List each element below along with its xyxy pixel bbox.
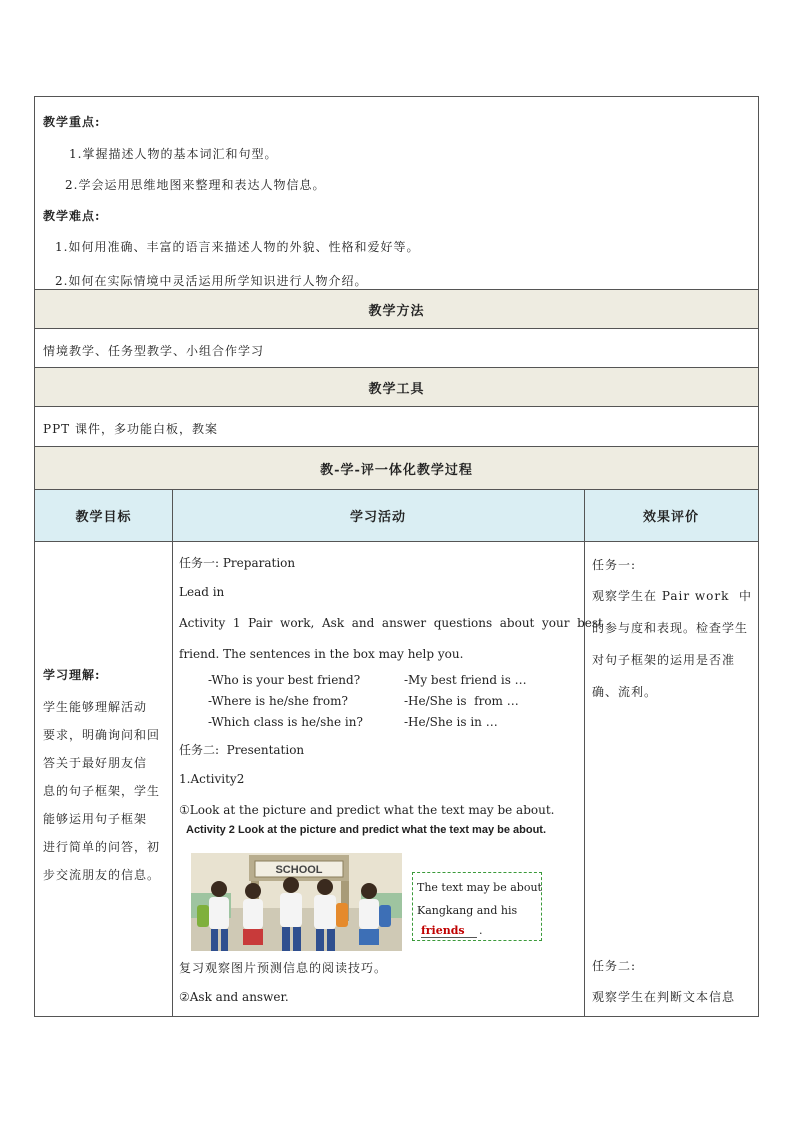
activity1-line1: Activity 1 Pair work, Ask and answer questions about your best (179, 616, 603, 630)
eval-task1-line4: 确、流利。 (592, 685, 658, 699)
school-sign: SCHOOL (275, 864, 323, 876)
eval-task2-line: 观察学生在判断文本信息 (592, 990, 736, 1004)
goal-title: 学习理解: (43, 668, 101, 682)
tools-header (35, 368, 758, 407)
goal-line-1: 学生能够理解活动 (43, 700, 148, 714)
col-eval-header (584, 490, 758, 541)
question-3: -Which class is he/she in? (208, 715, 363, 729)
key-points-row (35, 97, 758, 290)
school-scene-illustration (191, 853, 402, 951)
eval-task1-line3: 对句子框架的运用是否准 (592, 653, 736, 667)
activity2-step2: ②Ask and answer. (179, 990, 289, 1004)
difficulties-heading: 教学难点: (43, 209, 101, 223)
activity2-step1: ①Look at the picture and predict what the text may be about. (179, 803, 555, 817)
process-header (35, 447, 758, 490)
activity2-title: 1.Activity2 (179, 772, 245, 786)
box-end: . (479, 924, 483, 937)
goal-line-7: 步交流朋友的信息。 (43, 868, 161, 882)
key-point-2: 2.学会运用思维地图来整理和表达人物信息。 (65, 178, 326, 192)
methods-content: 情境教学、任务型教学、小组合作学习 (43, 344, 265, 358)
review-note: 复习观察图片预测信息的阅读技巧。 (179, 961, 388, 975)
tools-heading: 教学工具 (368, 381, 425, 397)
col-goal-label: 教学目标 (75, 510, 132, 525)
answer-3: -He/She is in … (404, 715, 498, 729)
col-activity-header (172, 490, 584, 541)
task2-title: 任务二: Presentation (179, 743, 305, 757)
goal-line-4: 息的句子框架，学生 (43, 784, 161, 798)
goal-line-5: 能够运用句子框架 (43, 812, 148, 826)
prediction-box (412, 872, 542, 941)
tools-content: PPT 课件，多功能白板，教案 (43, 422, 218, 436)
difficulty-1: 1.如何用准确、丰富的语言来描述人物的外貌、性格和爱好等。 (55, 240, 420, 254)
box-line-2: Kangkang and his (417, 904, 518, 917)
methods-header (35, 290, 758, 329)
eval-task1-line2: 的参与度和表现。检查学生 (592, 621, 749, 635)
goal-line-6: 进行简单的问答，初 (43, 840, 161, 854)
eval-task1-line1: 观察学生在 Pair work 中 (592, 589, 753, 603)
goal-line-2: 要求，明确询问和回 (43, 728, 161, 742)
answer-1: -My best friend is … (404, 673, 527, 687)
methods-row (35, 329, 758, 368)
image-caption: Activity 2 Look at the picture and predict what the text may be about. (186, 824, 547, 836)
lead-in: Lead in (179, 585, 225, 599)
task1-title: 任务一: Preparation (179, 556, 296, 570)
eval-task2: 任务二: (592, 959, 637, 973)
box-line-1: The text may be about (417, 881, 542, 894)
difficulty-2: 2.如何在实际情境中灵活运用所学知识进行人物介绍。 (55, 274, 368, 288)
methods-heading: 教学方法 (368, 303, 425, 319)
activity1-line2: friend. The sentences in the box may help you. (179, 647, 464, 661)
col-eval-label: 效果评价 (642, 510, 699, 525)
col-goal-header (35, 490, 172, 541)
goal-line-3: 答关于最好朋友信 (43, 756, 148, 770)
box-answer: friends (421, 924, 477, 938)
key-point-1: 1.掌握描述人物的基本词汇和句型。 (69, 147, 278, 161)
question-1: -Who is your best friend? (208, 673, 361, 687)
process-heading: 教-学-评一体化教学过程 (320, 462, 473, 478)
question-2: -Where is he/she from? (208, 694, 348, 708)
key-points-heading: 教学重点: (43, 115, 101, 129)
col-activity-label: 学习活动 (349, 510, 406, 525)
students-figures (197, 877, 391, 951)
answer-2: -He/She is from … (404, 694, 519, 708)
column-header-row (35, 490, 758, 542)
tools-row (35, 407, 758, 447)
eval-task1: 任务一: (592, 558, 637, 572)
